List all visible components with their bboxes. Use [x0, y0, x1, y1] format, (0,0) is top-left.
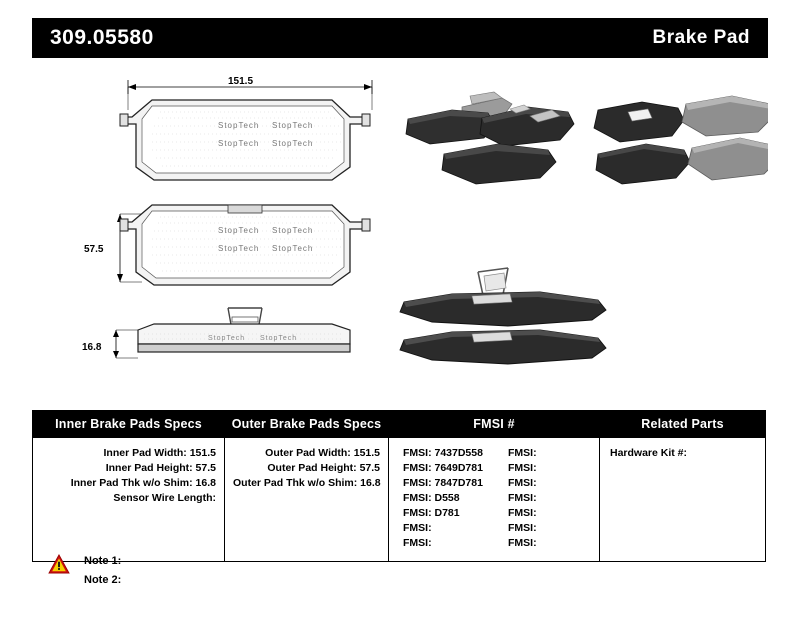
inner-pad-specs-title: Inner Brake Pads Specs	[33, 411, 224, 438]
fmsi-row: FMSI:	[508, 492, 537, 504]
notes-section	[48, 552, 121, 590]
spec-row: Sensor Wire Length:	[113, 492, 216, 504]
technical-drawing	[32, 62, 768, 392]
dimension-height-label: 57.5	[84, 244, 104, 255]
fmsi-row: FMSI:	[508, 477, 537, 489]
svg-text:StopTech: StopTech	[272, 139, 314, 148]
related-parts-body	[600, 438, 765, 471]
spec-row: Inner Pad Width: 151.5	[103, 447, 216, 459]
inner-pad-specs-table	[32, 410, 225, 562]
outer-pad-specs-title: Outer Brake Pads Specs	[225, 411, 388, 438]
pad-front-view-middle	[117, 205, 370, 285]
fmsi-right-column	[494, 446, 599, 551]
svg-text:StopTech: StopTech	[272, 244, 314, 253]
fmsi-row: FMSI:	[403, 522, 432, 534]
svg-text:StopTech: StopTech	[260, 335, 298, 342]
dimension-width-label: 151.5	[228, 76, 254, 87]
fmsi-left-column	[389, 446, 494, 551]
spec-row: Outer Pad Height: 57.5	[267, 462, 380, 474]
fmsi-row: FMSI: 7649D781	[403, 462, 483, 474]
svg-text:StopTech: StopTech	[272, 121, 314, 130]
title-bar	[32, 18, 768, 58]
fmsi-row: FMSI:	[403, 537, 432, 549]
svg-text:StopTech: StopTech	[218, 139, 260, 148]
svg-text:StopTech: StopTech	[272, 226, 314, 235]
fmsi-row: FMSI:	[508, 447, 537, 459]
fmsi-row: FMSI:	[508, 507, 537, 519]
part-number: 309.05580	[50, 26, 154, 49]
warning-triangle-icon	[48, 554, 70, 574]
svg-text:StopTech: StopTech	[218, 244, 260, 253]
inner-pad-specs-body	[33, 438, 224, 516]
specs-tables	[32, 410, 768, 562]
fmsi-row: FMSI: 7847D781	[403, 477, 483, 489]
spec-row: Inner Pad Height: 57.5	[105, 462, 216, 474]
fmsi-row: FMSI:	[508, 537, 537, 549]
svg-text:StopTech: StopTech	[218, 226, 260, 235]
pad-photo-cluster-left	[406, 92, 574, 184]
outer-pad-specs-body	[225, 438, 388, 501]
related-parts-table	[599, 410, 766, 562]
pad-photo-cluster-right	[594, 96, 768, 184]
spec-row: Inner Pad Thk w/o Shim: 16.8	[70, 477, 216, 489]
fmsi-table	[388, 410, 600, 562]
dimension-thickness-label: 16.8	[82, 342, 102, 353]
pad-front-view-top	[120, 80, 372, 180]
pad-edge-view	[113, 308, 350, 358]
fmsi-body	[389, 438, 599, 561]
fmsi-row: FMSI: D781	[403, 507, 460, 519]
spec-row: Outer Pad Width: 151.5	[265, 447, 380, 459]
fmsi-row: FMSI: D558	[403, 492, 460, 504]
drawing-canvas	[32, 62, 768, 392]
fmsi-title: FMSI #	[389, 411, 599, 438]
note-row: Note 1:	[84, 555, 122, 567]
notes-list	[84, 552, 121, 590]
product-type: Brake Pad	[652, 27, 750, 48]
related-parts-row: Hardware Kit #:	[610, 447, 688, 459]
spec-row: Outer Pad Thk w/o Shim: 16.8	[233, 477, 381, 489]
fmsi-row: FMSI: 7437D558	[403, 447, 483, 459]
note-row: Note 2:	[84, 574, 122, 586]
svg-text:StopTech: StopTech	[208, 335, 246, 342]
pad-photo-pair-lower	[400, 268, 606, 364]
related-parts-title: Related Parts	[600, 411, 765, 438]
svg-text:StopTech: StopTech	[218, 121, 260, 130]
outer-pad-specs-table	[224, 410, 389, 562]
fmsi-row: FMSI:	[508, 462, 537, 474]
fmsi-row: FMSI:	[508, 522, 537, 534]
